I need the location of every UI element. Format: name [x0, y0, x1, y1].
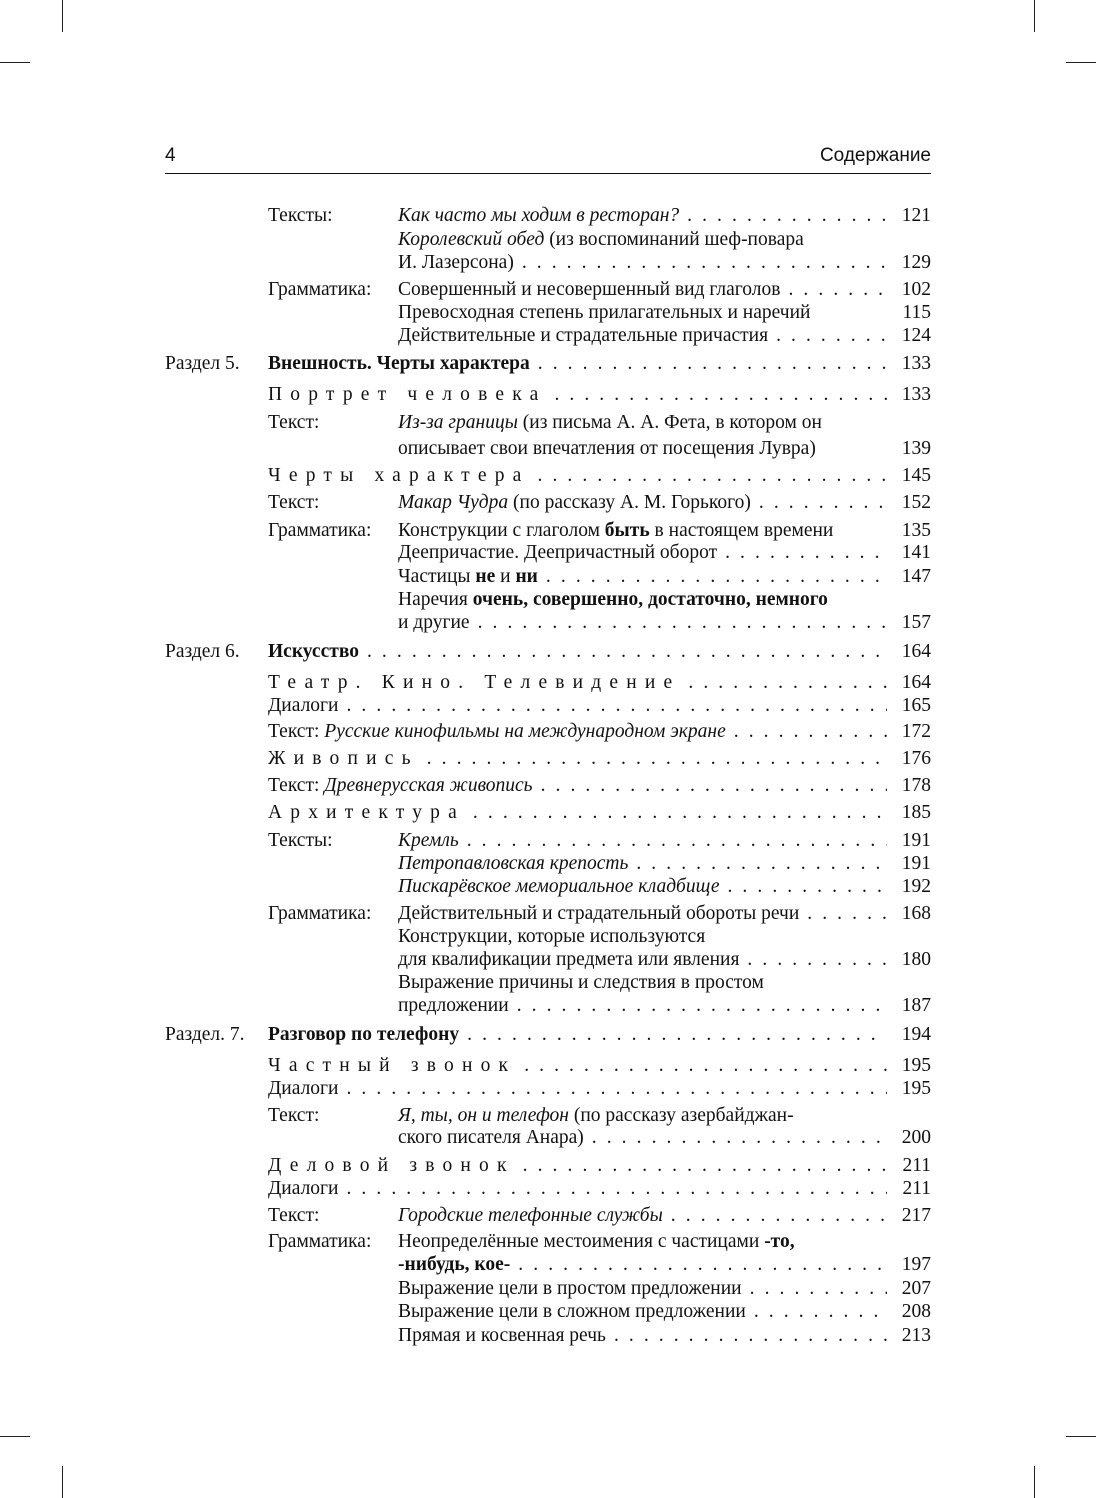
entry-title [398, 1324, 606, 1348]
crop-mark [1066, 62, 1096, 63]
toc-row [0, 541, 1096, 565]
toc-row [0, 747, 1096, 771]
entry-line [268, 1054, 931, 1078]
entry-line [398, 324, 931, 348]
entry-text-part: ни [515, 566, 538, 587]
toc-row [0, 611, 1096, 635]
page-ref: 191 [901, 853, 931, 874]
page-ref: 207 [901, 1278, 931, 1299]
entry-label: Текст: [268, 492, 320, 513]
entry-line [268, 1077, 931, 1101]
dot-leader [459, 1023, 887, 1047]
entry-text-part: Из-за границы [398, 412, 518, 433]
entry-title [398, 278, 780, 302]
page-ref: 124 [901, 325, 931, 346]
entry-title [398, 994, 509, 1018]
toc-row [0, 301, 1096, 325]
toc-row [0, 1204, 1096, 1228]
entry-line [398, 1230, 931, 1254]
page-ref: 178 [901, 775, 931, 796]
dot-leader [663, 1204, 887, 1228]
entry-title [268, 464, 530, 488]
dot-leader [679, 204, 887, 228]
section-number: Раздел. 7. [165, 1024, 245, 1045]
entry-text-part: Петропавловская крепость [398, 853, 629, 874]
dot-leader [606, 1324, 887, 1348]
entry-text-part: Выражение цели в простом предложении [398, 1278, 742, 1299]
entry-text-part: Превосходная степень прилагательных и наречий [398, 302, 811, 323]
entry-line [398, 925, 931, 949]
entry-title [398, 1300, 746, 1324]
crop-mark [62, 1466, 63, 1498]
dot-leader [530, 464, 887, 488]
entry-title [398, 588, 828, 612]
toc-row [0, 948, 1096, 972]
entry-title [398, 1277, 742, 1301]
dot-leader [510, 1253, 887, 1277]
entry-text-part: Живопись [268, 748, 419, 769]
entry-line [398, 588, 931, 612]
entry-text-part: Деепричастие. Деепричастный оборот [398, 542, 718, 563]
toc-row [0, 1277, 1096, 1301]
entry-line [268, 774, 931, 798]
entry-title [268, 1077, 338, 1101]
entry-line [268, 801, 931, 825]
entry-text-part: (из воспоминаний шеф-повара [544, 229, 804, 250]
entry-text-part: Диалоги [268, 1178, 339, 1199]
page-ref: 197 [901, 1254, 931, 1275]
entry-text-part: (по рассказу А. М. Горького) [508, 492, 751, 513]
entry-line [398, 902, 931, 926]
entry-text-part: Текст: [268, 775, 325, 796]
toc-row [0, 1077, 1096, 1101]
entry-text-part: (из письма А. А. Фета, в котором он [517, 412, 822, 433]
entry-title [398, 875, 719, 899]
entry-line [398, 611, 931, 635]
page-ref: 195 [901, 1078, 931, 1099]
page-ref: 195 [901, 1055, 931, 1076]
entry-title [398, 437, 816, 461]
entry-label: Тексты: [268, 830, 333, 851]
dot-leader [516, 1054, 887, 1078]
entry-text-part: Действительные и страдательные причастия [398, 325, 769, 346]
entry-title [268, 747, 419, 771]
entry-text-part: Пискарёвское мемориальное кладбище [398, 876, 720, 897]
page-ref: 164 [901, 641, 931, 662]
page-ref: 168 [901, 903, 931, 924]
dot-leader [514, 251, 887, 275]
entry-label: Тексты: [268, 205, 333, 226]
dot-leader [680, 671, 887, 695]
entry-text-part: Текст: [268, 721, 325, 742]
page-ref: 157 [901, 612, 931, 633]
entry-line [268, 352, 931, 376]
dot-leader [538, 565, 887, 589]
section-number: Раздел 6. [165, 641, 240, 662]
entry-text-part: Выражение причины и следствия в простом [398, 972, 764, 993]
page-ref: 187 [901, 995, 931, 1016]
crop-mark [1034, 1466, 1035, 1498]
page-ref: 176 [901, 748, 931, 769]
entry-text-part: Наречия [398, 589, 473, 610]
entry-line [398, 1104, 931, 1128]
entry-line [268, 694, 931, 718]
entry-label: Текст: [268, 1205, 320, 1226]
toc-row [0, 251, 1096, 275]
toc-row [0, 565, 1096, 589]
entry-title [268, 352, 530, 376]
entry-label: Грамматика: [268, 520, 372, 541]
entry-title [398, 491, 751, 515]
toc-row [0, 1104, 1096, 1128]
entry-text-part: и [495, 566, 516, 587]
page-ref: 213 [901, 1325, 931, 1346]
dot-leader [530, 352, 887, 376]
page-ref: 121 [901, 205, 931, 226]
entry-line [398, 228, 931, 252]
page-ref: 192 [901, 876, 931, 897]
entry-text-part: Частицы [398, 566, 476, 587]
entry-label: Текст: [268, 1105, 320, 1126]
entry-title [268, 720, 726, 744]
toc-row [0, 411, 1096, 435]
entry-line [398, 565, 931, 589]
page-ref: 129 [901, 252, 931, 273]
page-ref: 135 [901, 520, 931, 541]
entry-title [268, 1177, 338, 1201]
entry-title [268, 1023, 459, 1047]
toc-row [0, 902, 1096, 926]
entry-text-part: -то, [764, 1231, 795, 1252]
toc-row [0, 324, 1096, 348]
entry-text-part: Конструкции, которые используются [398, 926, 706, 947]
entry-text-part: (по рассказу азербайджан- [568, 1105, 794, 1126]
toc-row [0, 875, 1096, 899]
page-ref: 133 [901, 353, 931, 374]
toc-row [0, 1054, 1096, 1078]
entry-text-part: описывает свои впечатления от посещения Лувра) [398, 438, 816, 459]
entry-line [398, 1277, 931, 1301]
entry-line [398, 852, 931, 876]
entry-text-part: для квалификации предмета или явления [398, 949, 740, 970]
entry-text-part: Деловой звонок [268, 1155, 515, 1176]
dot-leader [751, 491, 887, 515]
entry-text-part: Макар Чудра [398, 492, 509, 513]
entry-title [398, 902, 799, 926]
entry-text-part: Диалоги [268, 1078, 339, 1099]
entry-line [398, 1300, 931, 1324]
toc-row [0, 994, 1096, 1018]
entry-line [398, 829, 931, 853]
entry-text-part: в настоящем времени [649, 520, 834, 541]
toc-row [0, 1126, 1096, 1150]
entry-line [268, 1154, 931, 1178]
entry-title [398, 228, 804, 252]
page-ref: 211 [902, 1178, 931, 1199]
page-ref: 191 [901, 830, 931, 851]
entry-title [268, 694, 338, 718]
entry-line [398, 541, 931, 565]
toc-row [0, 774, 1096, 798]
entry-title [398, 301, 811, 325]
header-rule [165, 173, 931, 174]
entry-line [398, 301, 931, 325]
toc-row [0, 383, 1096, 407]
entry-text-part: Совершенный и несовершенный вид глаголов [398, 279, 781, 300]
toc-row [0, 228, 1096, 252]
page-ref: 147 [901, 566, 931, 587]
page-ref: 200 [901, 1127, 931, 1148]
entry-text-part: Архитектура [268, 802, 465, 823]
dot-leader [746, 1300, 887, 1324]
crop-mark [62, 0, 63, 32]
entry-text-part: Внешность. Черты характера [268, 353, 530, 374]
entry-line [398, 278, 931, 302]
entry-title [398, 541, 717, 565]
entry-text-part: Театр. Кино. Телевидение [268, 672, 681, 693]
toc-row [0, 1253, 1096, 1277]
page-ref: 208 [901, 1301, 931, 1322]
toc-section-row [0, 640, 1096, 664]
dot-leader [459, 829, 887, 853]
dot-leader [584, 1126, 887, 1150]
entry-text-part: Портрет человека [268, 384, 547, 405]
entry-text-part: -нибудь, кое- [398, 1254, 511, 1275]
entry-line [268, 640, 931, 664]
dot-leader [739, 948, 887, 972]
toc-row [0, 437, 1096, 461]
page-ref: 172 [901, 721, 931, 742]
dot-leader [465, 801, 887, 825]
page-ref: 139 [901, 438, 931, 459]
toc-row [0, 829, 1096, 853]
dot-leader [509, 994, 887, 1018]
entry-text-part: быть [604, 520, 650, 541]
page-ref: 115 [902, 302, 931, 323]
entry-text-part: Разговор по телефону [268, 1024, 460, 1045]
entry-title [268, 1054, 516, 1078]
entry-title [398, 324, 768, 348]
toc-row [0, 278, 1096, 302]
dot-leader [338, 694, 887, 718]
entry-title [398, 852, 628, 876]
entry-text-part: ского писателя Анара) [398, 1127, 584, 1148]
entry-text-part: и другие [398, 612, 470, 633]
page-ref: 185 [901, 802, 931, 823]
entry-title [268, 383, 546, 407]
entry-title [398, 948, 739, 972]
dot-leader [726, 720, 887, 744]
entry-title [398, 1230, 795, 1254]
running-header-title: Содержание [819, 145, 931, 166]
dot-leader [338, 1077, 887, 1101]
entry-title [268, 774, 533, 798]
entry-title [398, 1253, 510, 1277]
toc-row [0, 720, 1096, 744]
entry-title [398, 204, 679, 228]
page-ref: 194 [901, 1024, 931, 1045]
entry-text-part: Кремль [398, 830, 459, 851]
section-number: Раздел 5. [165, 353, 240, 374]
entry-line [398, 491, 931, 515]
entry-line [398, 519, 931, 543]
entry-text-part: Древнерусская живопись [324, 775, 533, 796]
entry-line [268, 464, 931, 488]
page-ref: 145 [901, 465, 931, 486]
entry-title [398, 1204, 663, 1228]
toc-row [0, 1177, 1096, 1201]
toc-row [0, 464, 1096, 488]
toc-section-row [0, 1023, 1096, 1047]
dot-leader [419, 747, 887, 771]
toc-row [0, 852, 1096, 876]
entry-text-part: Частный звонок [268, 1055, 517, 1076]
entry-title [398, 1104, 794, 1128]
dot-leader [533, 774, 887, 798]
entry-text-part: Я, ты, он и телефон [398, 1105, 569, 1126]
dot-leader [780, 278, 887, 302]
entry-text-part: Как часто мы ходим в ресторан? [398, 205, 680, 226]
entry-line [398, 1324, 931, 1348]
entry-text-part: Выражение цели в сложном предложении [398, 1301, 746, 1322]
entry-title [398, 925, 705, 949]
entry-text-part: Городские телефонные службы [398, 1205, 663, 1226]
dot-leader [338, 1177, 887, 1201]
entry-line [268, 1023, 931, 1047]
entry-line [398, 1204, 931, 1228]
entry-label: Грамматика: [268, 1231, 372, 1252]
entry-text-part: Прямая и косвенная речь [398, 1325, 606, 1346]
page-ref: 211 [902, 1155, 931, 1176]
entry-line [398, 437, 931, 461]
crop-mark [1034, 0, 1035, 32]
entry-line [398, 1253, 931, 1277]
toc-row [0, 925, 1096, 949]
toc-row [0, 1324, 1096, 1348]
entry-text-part: Неопределённые местоимения с частицами [398, 1231, 765, 1252]
page-number: 4 [165, 145, 176, 166]
entry-title [398, 519, 833, 543]
toc-row [0, 1154, 1096, 1178]
entry-label: Грамматика: [268, 279, 372, 300]
entry-text-part: очень, совершенно, достаточно, немного [472, 589, 828, 610]
entry-line [398, 1126, 931, 1150]
page-ref: 133 [901, 384, 931, 405]
dot-leader [768, 324, 887, 348]
entry-text-part: предложении [398, 995, 509, 1016]
toc-row [0, 694, 1096, 718]
dot-leader [546, 383, 887, 407]
crop-mark [0, 1436, 30, 1437]
entry-line [268, 383, 931, 407]
entry-line [268, 671, 931, 695]
page-ref: 180 [901, 949, 931, 970]
toc-row [0, 1300, 1096, 1324]
page-ref: 102 [901, 279, 931, 300]
entry-line [398, 204, 931, 228]
toc-row [0, 588, 1096, 612]
entry-line [268, 747, 931, 771]
toc-row [0, 1230, 1096, 1254]
entry-title [268, 801, 465, 825]
entry-title [268, 1154, 515, 1178]
entry-title [398, 565, 538, 589]
dot-leader [717, 541, 887, 565]
entry-line [268, 1177, 931, 1201]
toc-row [0, 204, 1096, 228]
entry-text-part: Королевский обед [398, 229, 545, 250]
dot-leader [359, 640, 887, 664]
entry-title [268, 671, 680, 695]
entry-title [398, 251, 514, 275]
page-ref: 152 [901, 492, 931, 513]
entry-line [398, 411, 931, 435]
crop-mark [0, 62, 30, 63]
entry-line [268, 720, 931, 744]
toc-row [0, 801, 1096, 825]
toc-row [0, 671, 1096, 695]
entry-label: Текст: [268, 412, 320, 433]
entry-title [398, 829, 459, 853]
entry-line [398, 994, 931, 1018]
toc-row [0, 491, 1096, 515]
entry-text-part: Черты характера [268, 465, 530, 486]
entry-text-part: Конструкции с глаголом [398, 520, 605, 541]
entry-title [398, 611, 470, 635]
entry-text-part: Действительный и страдательный обороты речи [398, 903, 800, 924]
page-ref: 217 [901, 1205, 931, 1226]
entry-line [398, 875, 931, 899]
entry-text-part: не [475, 566, 496, 587]
entry-line [398, 971, 931, 995]
entry-text-part: Диалоги [268, 695, 339, 716]
dot-leader [470, 611, 887, 635]
crop-mark [1066, 1436, 1096, 1437]
toc-row [0, 971, 1096, 995]
dot-leader [515, 1154, 887, 1178]
entry-title [268, 640, 359, 664]
dot-leader [719, 875, 887, 899]
dot-leader [799, 902, 887, 926]
entry-text-part: Русские кинофильмы на международном экране [324, 721, 726, 742]
entry-title [398, 1126, 584, 1150]
page-ref: 164 [901, 672, 931, 693]
entry-line [398, 948, 931, 972]
page-ref: 141 [901, 542, 931, 563]
toc-row [0, 519, 1096, 543]
entry-line [398, 251, 931, 275]
entry-title [398, 971, 764, 995]
dot-leader [628, 852, 887, 876]
entry-text-part: И. Лазерсона) [398, 252, 514, 273]
toc-section-row [0, 352, 1096, 376]
entry-title [398, 411, 822, 435]
entry-text-part: Искусство [268, 641, 359, 662]
dot-leader [742, 1277, 887, 1301]
entry-label: Грамматика: [268, 903, 372, 924]
page-ref: 165 [901, 695, 931, 716]
